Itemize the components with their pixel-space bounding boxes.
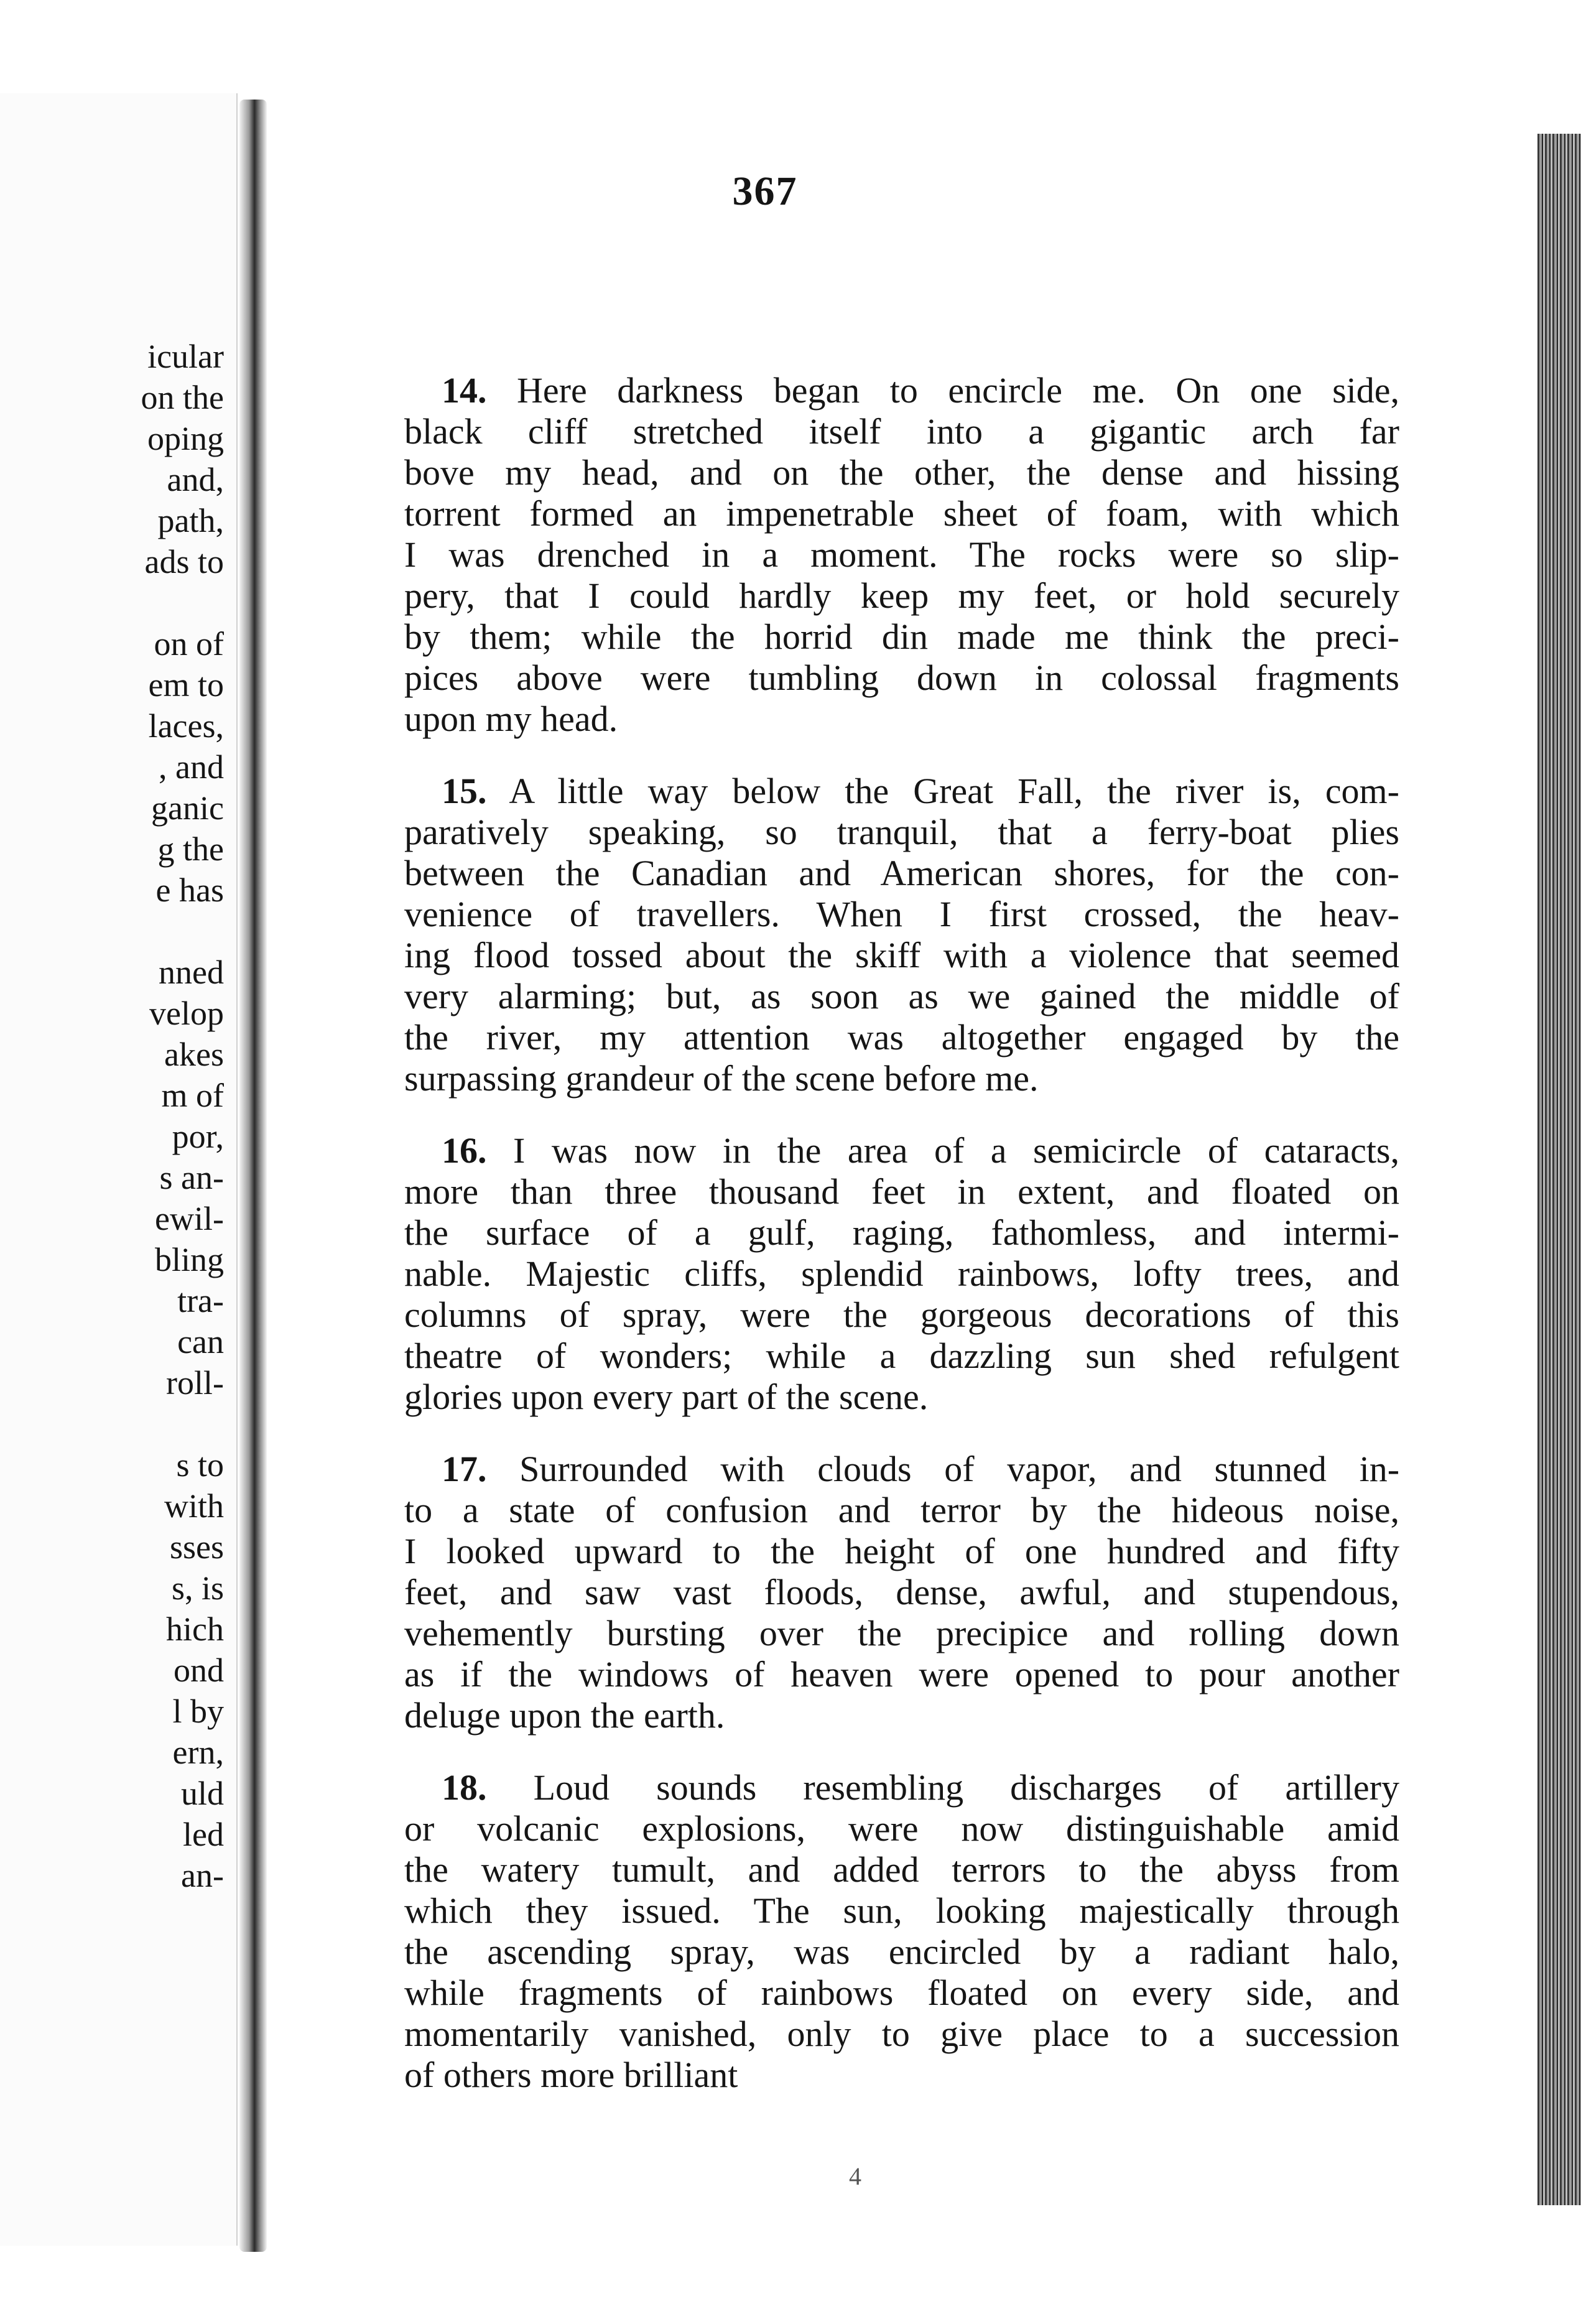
text-line: of others more brilliant [404,2055,738,2095]
facing-page-line: uld [180,1775,224,1812]
text-line: the ascending spray, was encircled by a radiant halo, [404,1931,1399,1972]
facing-page-line: g the [157,830,224,868]
text-line: between the Canadian and American shores, for the con- [404,853,1399,893]
facing-page-line: bling [154,1241,224,1278]
facing-page-line: , and [159,748,224,786]
text-line: more than three thousand feet in extent, and floated on [404,1171,1399,1212]
facing-page-line: l by [172,1693,224,1730]
text-line: feet, and saw vast floods, dense, awful, and stupendous, [404,1572,1399,1612]
facing-page-line: s, is [171,1569,224,1607]
text-line: nable. Majestic cliffs, splendid rainbows, lofty trees, and [404,1253,1399,1294]
text-line: torrent formed an impenetrable sheet of foam, with which [404,493,1399,534]
text-line: venience of travellers. When I first crossed, the heav- [404,894,1399,934]
text-line: ing flood tossed about the skiff with a violence that seemed [404,935,1399,975]
text-line: surpassing grandeur of the scene before me. [404,1058,1039,1099]
text-line: I looked upward to the height of one hundred and fifty [404,1531,1399,1571]
facing-page-line: s an- [159,1159,224,1196]
facing-page-line: e has [155,872,224,909]
text-line: bove my head, and on the other, the dense and hissing [404,452,1399,493]
facing-page-line: ond [174,1652,224,1689]
facing-page-line: sses [169,1528,224,1566]
line-text: Here darkness began to encircle me. On one side, [517,370,1399,411]
line-text: Surrounded with clouds of vapor, and stunned in- [519,1449,1399,1489]
facing-page-line: roll- [166,1364,224,1401]
facing-page-gap [0,1403,224,1444]
paragraph [404,1449,1399,1736]
facing-page-line: velop [149,995,224,1032]
facing-page-line: m of [161,1077,224,1114]
page-number: 367 [732,169,798,214]
facing-page-line: ganic [151,789,224,827]
text-line: glories upon every part of the scene. [404,1377,929,1417]
line-text: I was now in the area of a semicircle of cataracts, [513,1130,1399,1171]
text-line [404,1767,1399,1808]
facing-page-line: led [183,1816,224,1853]
text-line: the river, my attention was altogether engaged by the [404,1017,1399,1057]
text-line: as if the windows of heaven were opened to pour another [404,1654,1399,1694]
text-line: paratively speaking, so tranquil, that a ferry-boat plies [404,812,1399,852]
text-line: pices above were tumbling down in colossal fragments [404,658,1399,698]
text-line: momentarily vanished, only to give place to a succession [404,2014,1399,2054]
text-line [404,1449,1399,1490]
facing-page-line: laces, [148,707,224,745]
text-line: or volcanic explosions, were now distinguishable amid [404,1808,1399,1849]
text-line: to a state of confusion and terror by the hideous noise, [404,1490,1399,1530]
body-text [404,370,1399,2127]
text-line: deluge upon the earth. [404,1695,725,1736]
text-line: the surface of a gulf, raging, fathomless, and intermi- [404,1212,1399,1253]
facing-page-text [0,336,224,1896]
line-text: A little way below the Great Fall, the river is, com- [509,771,1399,811]
paragraph-number: 16. [442,1130,487,1171]
text-line: vehemently bursting over the precipice and rolling down [404,1613,1399,1653]
text-line: upon my head. [404,699,618,739]
facing-page-line: ads to [144,543,224,580]
facing-page-line: path, [157,502,224,539]
text-line: I was drenched in a moment. The rocks were so slip- [404,534,1399,575]
facing-page-line: por, [172,1118,224,1155]
facing-page-line: ewil- [155,1200,224,1237]
facing-page-line: akes [164,1036,224,1073]
text-line: theatre of wonders; while a dazzling sun shed refulgent [404,1336,1399,1376]
paragraph-number: 18. [442,1767,487,1808]
paragraph-number: 14. [442,370,487,411]
facing-page-line: and, [167,461,224,498]
facing-page-line: tra- [177,1282,224,1319]
facing-page-line: hich [166,1611,224,1648]
text-line: the watery tumult, and added terrors to the abyss from [404,1849,1399,1890]
facing-page-line: can [177,1323,224,1360]
facing-page-gap [0,582,224,623]
paragraph [404,771,1399,1099]
facing-page-line: with [164,1487,224,1525]
paragraph [404,1130,1399,1418]
text-line: columns of spray, were the gorgeous decorations of this [404,1294,1399,1335]
facing-page-line: on of [154,625,224,662]
paragraph [404,1767,1399,2096]
facing-page-line: icular [147,338,224,375]
line-text: Loud sounds resembling discharges of artillery [533,1767,1399,1808]
text-line [404,1130,1399,1171]
facing-page-line: on the [141,379,224,416]
facing-page-gap [0,911,224,952]
text-line [404,370,1399,411]
page-edges [1537,134,1581,2205]
paragraph-number: 17. [442,1449,487,1489]
text-line [404,771,1399,812]
text-line: by them; while the horrid din made me think the preci- [404,616,1399,657]
facing-page-line: oping [147,420,224,457]
signature-mark: 4 [849,2162,861,2190]
facing-page-line: ern, [172,1734,224,1771]
paragraph-number: 15. [442,771,487,811]
text-line: which they issued. The sun, looking majestically through [404,1890,1399,1931]
facing-page-line: em to [148,666,224,704]
text-line: while fragments of rainbows floated on every side, and [404,1973,1399,2013]
text-line: pery, that I could hardly keep my feet, or hold securely [404,575,1399,616]
paragraph [404,370,1399,740]
facing-page-line: an- [181,1857,224,1894]
text-line: black cliff stretched itself into a gigantic arch far [404,411,1399,452]
facing-page-line: nned [159,954,224,991]
facing-page [0,93,238,2246]
text-line: very alarming; but, as soon as we gained the middle of [404,976,1399,1016]
book-gutter [239,100,267,2252]
facing-page-line: s to [176,1446,224,1484]
